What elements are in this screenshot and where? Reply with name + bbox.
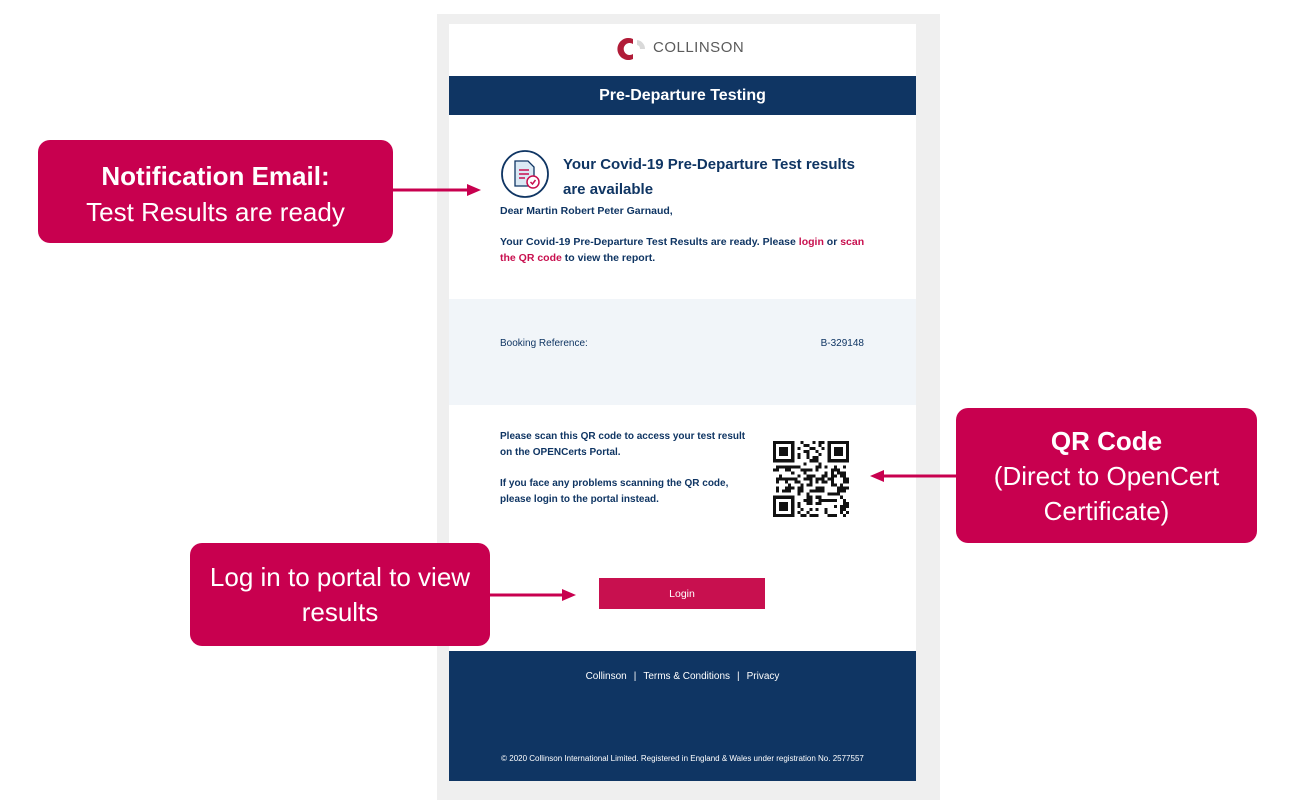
message-or: or xyxy=(823,236,841,248)
footer-link-collinson[interactable]: Collinson xyxy=(585,671,627,682)
footer-separator: | xyxy=(633,671,637,682)
qr-code-icon[interactable] xyxy=(773,441,849,517)
email-headline: Your Covid-19 Pre-Departure Test results are available xyxy=(563,156,856,198)
login-callout xyxy=(190,543,490,646)
booking-value: B-329148 xyxy=(820,338,864,349)
email-footer xyxy=(449,651,916,781)
arrow-right-icon xyxy=(490,586,578,604)
brand-name: COLLINSON xyxy=(653,39,745,56)
qr-instruction: Please scan this QR code to access your test result on the OPENCerts Portal. xyxy=(500,431,746,458)
arrow-right-icon xyxy=(393,181,483,199)
copyright-text: © 2020 Collinson International Limited. Registered in England & Wales under registration No. 2577557 xyxy=(501,754,864,763)
greeting: Dear Martin Robert Peter Garnaud, xyxy=(500,205,673,217)
login-button[interactable]: Login xyxy=(597,578,767,609)
banner-title: Pre-Departure Testing xyxy=(449,76,916,115)
footer-link-terms[interactable]: Terms & Conditions xyxy=(643,671,731,682)
booking-label: Booking Reference: xyxy=(500,338,588,349)
notification-callout xyxy=(38,140,393,243)
booking-section xyxy=(449,299,916,405)
message-part2: to view the report. xyxy=(561,252,656,264)
footer-separator: | xyxy=(737,671,740,682)
qr-fallback-instruction: If you face any problems scanning the QR code, please login to the portal instead. xyxy=(500,478,729,505)
notification-callout-title: Notification Email: xyxy=(101,161,330,191)
message-text xyxy=(500,234,870,266)
qr-callout-body: (Direct to OpenCert Certificate) xyxy=(993,461,1220,526)
login-link[interactable]: login xyxy=(798,236,824,248)
message-part1: Your Covid-19 Pre-Departure Test Results are ready. Please xyxy=(500,236,799,248)
qr-callout xyxy=(956,408,1257,543)
arrow-left-icon xyxy=(868,467,958,485)
footer-links xyxy=(449,671,916,682)
login-callout-body: Log in to portal to view results xyxy=(209,562,471,627)
document-check-icon xyxy=(500,149,550,199)
qr-callout-title: QR Code xyxy=(1050,426,1163,456)
footer-link-privacy[interactable]: Privacy xyxy=(746,671,780,682)
notification-callout-body: Test Results are ready xyxy=(86,197,345,227)
logo-row xyxy=(449,24,916,76)
email-body xyxy=(449,24,916,781)
collinson-logo-icon xyxy=(616,36,648,62)
scan-qr-link[interactable]: scan the QR code xyxy=(500,236,865,264)
